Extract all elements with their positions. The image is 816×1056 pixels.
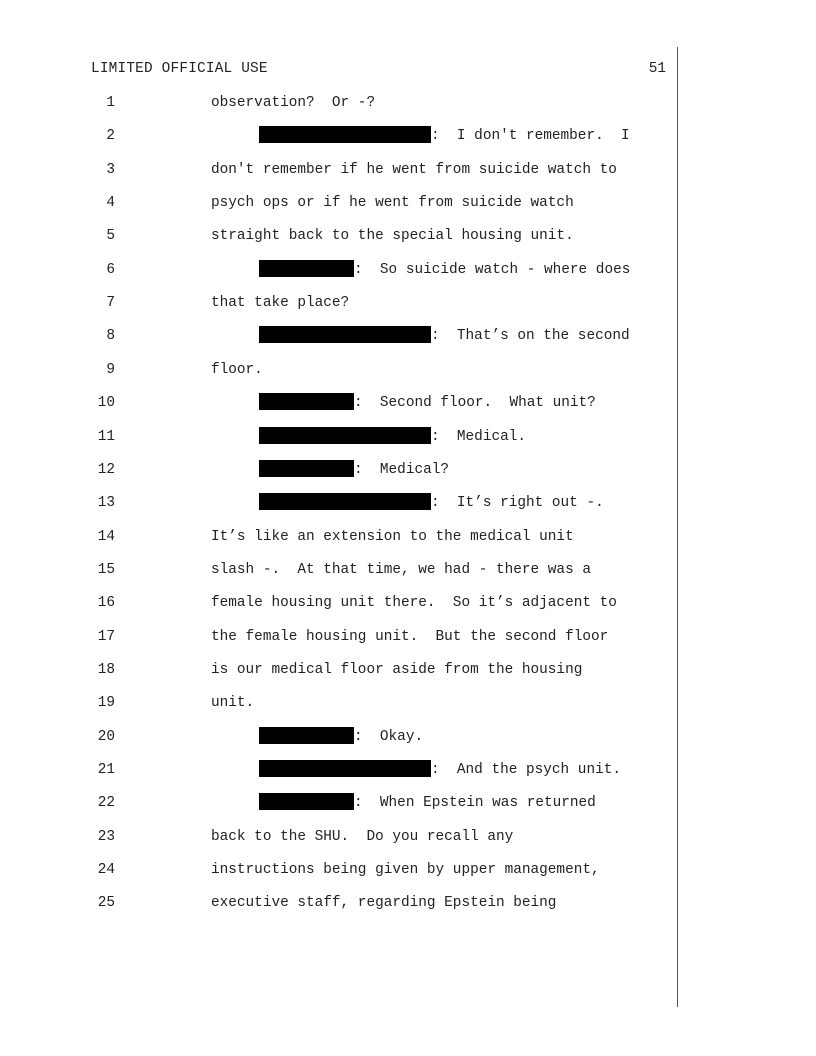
transcript-line (0, 793, 816, 813)
line-number: 13 (97, 495, 115, 512)
line-text (211, 193, 574, 213)
document-marking: LIMITED OFFICIAL USE (91, 61, 268, 77)
line-content: : When Epstein was returned (354, 795, 596, 812)
line-text (211, 660, 582, 680)
transcript-line (0, 427, 816, 447)
line-content: : That’s on the second (431, 328, 630, 345)
line-content: psych ops or if he went from suicide watch (211, 195, 574, 212)
speaker-line (259, 493, 604, 513)
line-content: : I don't remember. I (431, 128, 630, 145)
transcript-line (0, 260, 816, 280)
line-content: executive staff, regarding Epstein being (211, 895, 557, 912)
line-number: 20 (97, 728, 115, 745)
line-content: floor. (211, 361, 263, 378)
line-number: 1 (106, 95, 115, 111)
line-text (211, 527, 574, 547)
transcript-line (0, 660, 816, 680)
speaker-line (259, 793, 596, 813)
line-number: 24 (97, 862, 115, 879)
line-number: 16 (97, 595, 115, 612)
line-content: : So suicide watch - where does (354, 261, 631, 278)
transcript-line (0, 527, 816, 547)
line-content: straight back to the special housing unit. (211, 228, 574, 245)
line-content: that take place? (211, 295, 350, 312)
redacted-speaker-name (259, 760, 431, 777)
redacted-speaker-name (259, 393, 354, 410)
line-number: 25 (97, 895, 115, 912)
line-number: 14 (97, 528, 115, 545)
line-text (211, 693, 254, 713)
line-content: unit. (211, 695, 255, 712)
line-content: slash -. At that time, we had - there was a (211, 561, 591, 578)
redacted-speaker-name (259, 793, 354, 810)
line-text (211, 360, 263, 380)
line-number: 12 (97, 461, 115, 478)
line-number: 15 (97, 561, 115, 578)
transcript-line (0, 827, 816, 847)
line-content: is our medical floor aside from the housing (211, 661, 583, 678)
transcript-line (0, 326, 816, 346)
transcript-line (0, 627, 816, 647)
line-number: 5 (106, 228, 115, 245)
line-text (211, 226, 574, 246)
line-number: 23 (97, 828, 115, 845)
line-content: female housing unit there. So it’s adjacent to (211, 595, 617, 612)
transcript-line (0, 893, 816, 913)
speaker-line (259, 727, 423, 747)
redacted-speaker-name (259, 260, 354, 277)
speaker-line (259, 393, 596, 413)
line-content: : And the psych unit. (431, 762, 621, 778)
speaker-line (259, 326, 630, 346)
line-text (211, 893, 556, 913)
redacted-speaker-name (259, 727, 354, 744)
line-content: back to the SHU. Do you recall any (211, 828, 514, 845)
transcript-line (0, 593, 816, 613)
transcript-line (0, 393, 816, 413)
line-number: 6 (106, 261, 115, 278)
transcript-line (0, 493, 816, 513)
transcript-line (0, 360, 816, 380)
transcript-line (0, 727, 816, 747)
line-number: 2 (106, 128, 115, 145)
line-text (211, 560, 591, 580)
speaker-line (259, 427, 526, 447)
line-text (211, 593, 617, 613)
line-number: 10 (97, 395, 115, 412)
line-content: It’s like an extension to the medical unit (211, 528, 574, 545)
line-content: : It’s right out -. (431, 495, 604, 512)
speaker-line (259, 760, 621, 780)
redacted-speaker-name (259, 493, 431, 510)
line-content: : Medical. (431, 428, 526, 445)
line-text (211, 627, 608, 647)
line-text (211, 293, 349, 313)
line-number: 9 (106, 361, 115, 378)
redacted-speaker-name (259, 460, 354, 477)
transcript-line (0, 860, 816, 880)
page-number: 51 (648, 61, 666, 77)
redacted-speaker-name (259, 326, 431, 343)
redacted-speaker-name (259, 427, 431, 444)
line-content: observation? Or -? (211, 95, 376, 111)
speaker-line (259, 126, 630, 146)
line-number: 19 (97, 695, 115, 712)
line-number: 8 (106, 328, 115, 345)
line-text (211, 860, 600, 880)
speaker-line (259, 460, 449, 480)
line-content: instructions being given by upper management, (211, 862, 600, 879)
speaker-line (259, 260, 630, 280)
line-number: 18 (97, 661, 115, 678)
transcript-line (0, 760, 816, 780)
line-text (211, 160, 617, 180)
transcript-line (0, 126, 816, 146)
line-number: 17 (97, 628, 115, 645)
line-content: the female housing unit. But the second floor (211, 628, 609, 645)
transcript-line (0, 293, 816, 313)
line-text (211, 93, 375, 113)
line-content: : Okay. (354, 728, 424, 745)
transcript-line (0, 226, 816, 246)
line-number: 21 (97, 762, 115, 778)
transcript-line (0, 460, 816, 480)
line-content: don't remember if he went from suicide watch to (211, 161, 617, 178)
line-number: 11 (97, 428, 115, 445)
transcript-line (0, 560, 816, 580)
line-text (211, 827, 513, 847)
line-number: 4 (106, 195, 115, 212)
transcript-line (0, 193, 816, 213)
line-content: : Second floor. What unit? (354, 395, 596, 412)
transcript-line (0, 160, 816, 180)
line-number: 3 (106, 161, 115, 178)
transcript-line (0, 693, 816, 713)
line-number: 22 (97, 795, 115, 812)
line-content: : Medical? (354, 461, 449, 478)
redacted-speaker-name (259, 126, 431, 143)
transcript-line (0, 93, 816, 113)
line-number: 7 (106, 295, 115, 312)
